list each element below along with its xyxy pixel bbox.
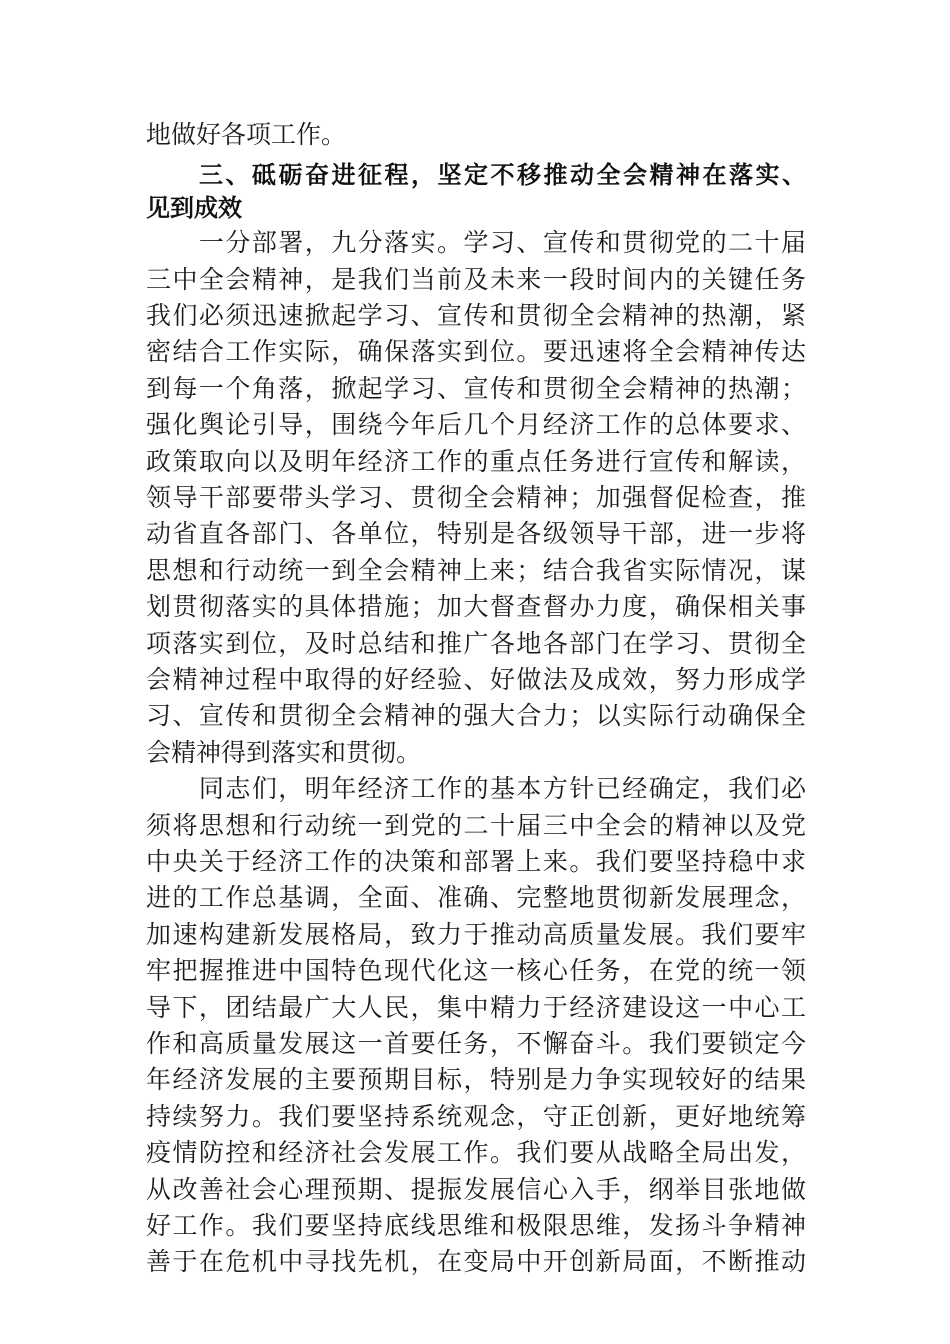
text-line: 持续努力。我们要坚持系统观念，守正创新，更好地统筹 <box>146 1102 806 1131</box>
text-line: 三中全会精神，是我们当前及未来一段时间内的关键任务 <box>146 265 806 294</box>
text-line: 强化舆论引导，围绕今年后几个月经济工作的总体要求、 <box>146 410 806 439</box>
text-line: 密结合工作实际，确保落实到位。要迅速将全会精神传达 <box>146 337 806 366</box>
text-line: 习、宣传和贯彻全会精神的强大合力；以实际行动确保全 <box>146 701 806 730</box>
text-line: 作和高质量发展这一首要任务，不懈奋斗。我们要锁定今 <box>146 1029 806 1058</box>
text-line: 一分部署，九分落实。学习、宣传和贯彻党的二十届 <box>146 228 806 257</box>
text-line: 会精神过程中取得的好经验、好做法及成效，努力形成学 <box>146 665 806 694</box>
text-line: 好工作。我们要坚持底线思维和极限思维，发扬斗争精神 <box>146 1211 806 1240</box>
text-line: 同志们，明年经济工作的基本方针已经确定，我们必 <box>146 774 806 803</box>
text-line: 从改善社会心理预期、提振发展信心入手，纲举目张地做 <box>146 1175 806 1204</box>
text-line: 疫情防控和经济社会发展工作。我们要从战略全局出发， <box>146 1138 806 1167</box>
text-line: 思想和行动统一到全会精神上来；结合我省实际情况，谋 <box>146 556 806 585</box>
text-line: 牢把握推进中国特色现代化这一核心任务，在党的统一领 <box>146 956 806 985</box>
text-line: 导下，团结最广大人民，集中精力于经济建设这一中心工 <box>146 993 806 1022</box>
section-heading: 三、砥砺奋进征程，坚定不移推动全会精神在落实、 <box>146 161 806 189</box>
text-line: 年经济发展的主要预期目标，特别是力争实现较好的结果 <box>146 1065 806 1094</box>
section-heading-continued: 见到成效 <box>146 194 242 222</box>
text-line: 项落实到位，及时总结和推广各地各部门在学习、贯彻全 <box>146 629 806 658</box>
text-line: 地做好各项工作。 <box>146 120 347 149</box>
text-line: 须将思想和行动统一到党的二十届三中全会的精神以及党 <box>146 811 806 840</box>
text-line: 中央关于经济工作的决策和部署上来。我们要坚持稳中求 <box>146 847 806 876</box>
text-line: 划贯彻落实的具体措施；加大督查督办力度，确保相关事 <box>146 592 806 621</box>
text-line: 到每一个角落，掀起学习、宣传和贯彻全会精神的热潮； <box>146 374 806 403</box>
text-line: 善于在危机中寻找先机，在变局中开创新局面，不断推动 <box>146 1247 806 1276</box>
text-line: 动省直各部门、各单位，特别是各级领导干部，进一步将 <box>146 519 806 548</box>
text-line: 进的工作总基调，全面、准确、完整地贯彻新发展理念， <box>146 883 806 912</box>
text-line: 加速构建新发展格局，致力于推动高质量发展。我们要牢 <box>146 920 806 949</box>
text-line: 政策取向以及明年经济工作的重点任务进行宣传和解读， <box>146 447 806 476</box>
text-line: 会精神得到落实和贯彻。 <box>146 738 422 767</box>
text-line: 我们必须迅速掀起学习、宣传和贯彻全会精神的热潮，紧 <box>146 301 806 330</box>
text-line: 领导干部要带头学习、贯彻全会精神；加强督促检查，推 <box>146 483 806 512</box>
